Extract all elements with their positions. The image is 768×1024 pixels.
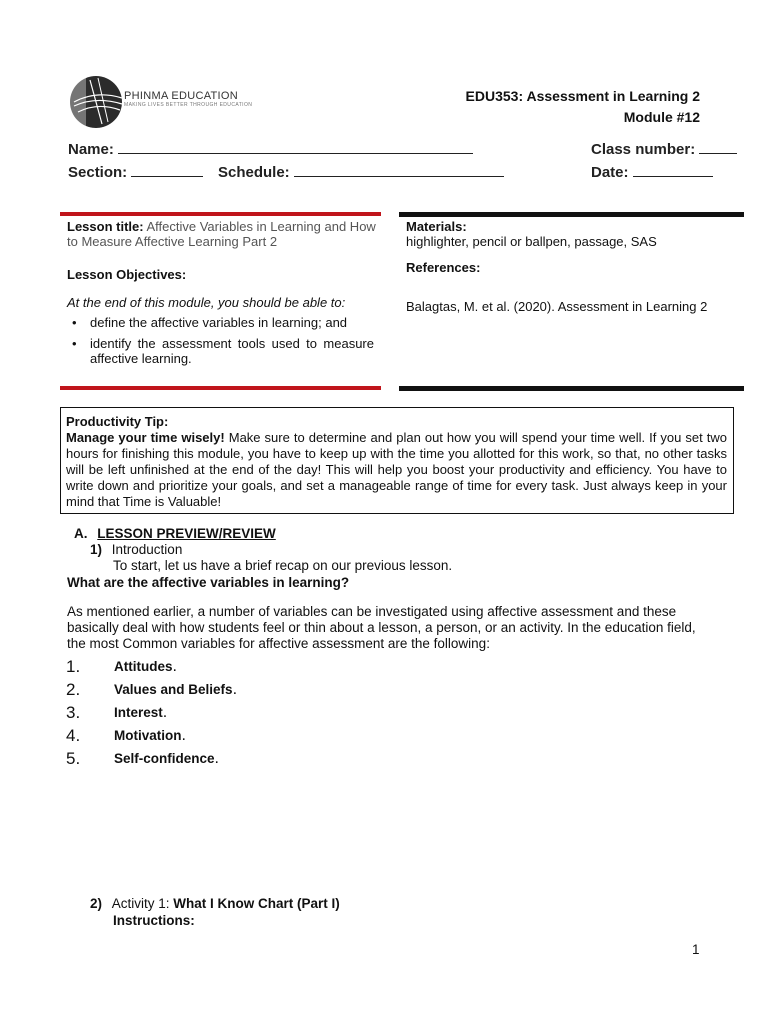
materials-heading: Materials:	[406, 219, 467, 234]
logo-text: PHINMA EDUCATION	[124, 90, 238, 102]
lesson-top-bar	[60, 212, 381, 216]
lesson-bottom-bar	[60, 386, 381, 390]
variable-name: Motivation	[114, 728, 182, 743]
class-number-line[interactable]	[699, 139, 737, 154]
list-period: .	[214, 749, 219, 767]
course-heading	[466, 86, 700, 128]
variable-name: Values and Beliefs	[114, 682, 233, 697]
course-title: EDU353: Assessment in Learning 2	[465, 88, 700, 104]
intro-paragraph: As mentioned earlier, a number of variables can be investigated using affective assessment and these basically deal with how students feel or thin about a lesson, a person, or an activity. In the education field, the most Common variables for affective assessment are the following:	[67, 604, 696, 651]
list-period: .	[172, 657, 177, 675]
date-field	[591, 162, 713, 181]
tip-title: Productivity Tip:	[66, 414, 169, 429]
question-heading: What are the affective variables in learning?	[67, 575, 350, 590]
intro-number: 1)	[90, 542, 103, 557]
intro-item	[90, 542, 182, 558]
name-field	[68, 139, 473, 158]
list-number: 1.	[66, 656, 81, 676]
date-label: Date:	[591, 164, 629, 181]
section-a-title: LESSON PREVIEW/REVIEW	[97, 526, 276, 541]
tip-lead: Manage your time wisely!	[66, 430, 225, 445]
section-a-heading	[74, 526, 276, 542]
list-number: 3.	[66, 702, 81, 722]
phinma-logo-icon	[68, 72, 128, 132]
list-item	[66, 701, 237, 724]
materials-top-bar	[399, 212, 744, 217]
objectives-heading: Lesson Objectives:	[67, 267, 187, 282]
section-label: Section:	[68, 164, 128, 181]
intro-label: Introduction	[111, 542, 183, 557]
list-item	[66, 724, 237, 747]
list-number: 4.	[66, 725, 81, 745]
name-line[interactable]	[118, 139, 473, 154]
list-number: 2.	[66, 679, 81, 699]
list-item	[66, 678, 237, 701]
class-number-label: Class number:	[591, 141, 696, 158]
variable-name: Self-confidence	[114, 751, 215, 766]
materials-bottom-bar	[399, 386, 744, 391]
tip-text: Make sure to determine and plan out how you will spend your time well. If you set two hours for finishing this module, you have to keep up with the time you allotted for this work, so that, no other tasks will be left unfinished at the end of the day! This will help you boost your productivity and efficiency. You have to write down and prioritize your goals, and set a manageable range of time for every task. Just always keep in your mind that Time is Valuable!	[66, 430, 727, 509]
lesson-title-label: Lesson title:	[67, 219, 144, 234]
intro-text: To start, let us have a brief recap on our previous lesson.	[113, 558, 453, 573]
objective-item: • identify the assessment tools used to measure affective learning.	[90, 336, 374, 366]
section-field	[68, 162, 203, 181]
list-period: .	[181, 726, 186, 744]
objectives-intro: At the end of this module, you should be able to:	[67, 295, 346, 310]
list-item	[66, 655, 237, 678]
instructions-heading: Instructions:	[113, 913, 195, 928]
schedule-line[interactable]	[294, 162, 504, 177]
activity-prefix: Activity 1:	[111, 896, 174, 911]
variable-name: Attitudes	[114, 659, 173, 674]
tip-body	[66, 430, 727, 510]
activity-item	[90, 896, 340, 912]
module-number: Module #12	[623, 109, 700, 125]
lesson-title-text: Affective Variables in Learning and How to Measure Affective Learning Part 2	[67, 219, 376, 249]
section-a-letter: A.	[74, 526, 88, 541]
date-line[interactable]	[633, 162, 713, 177]
list-period: .	[232, 680, 238, 698]
schedule-label: Schedule:	[218, 164, 290, 181]
list-period: .	[162, 703, 168, 721]
variable-name: Interest	[114, 705, 163, 720]
logo-tagline: MAKING LIVES BETTER THROUGH EDUCATION	[124, 102, 253, 108]
page-number: 1	[692, 942, 700, 957]
class-number-field	[591, 139, 737, 158]
section-line[interactable]	[131, 162, 203, 177]
objective-item: • define the affective variables in learning; and	[90, 315, 374, 330]
list-item	[66, 747, 237, 770]
references-text: Balagtas, M. et al. (2020). Assessment in Learning 2	[406, 299, 708, 314]
schedule-field	[218, 162, 504, 181]
name-label: Name:	[68, 141, 114, 158]
materials-text: highlighter, pencil or ballpen, passage, SAS	[406, 234, 657, 249]
objectives-list	[68, 315, 374, 372]
variables-list	[66, 655, 237, 770]
productivity-tip-box	[60, 407, 734, 514]
activity-number: 2)	[90, 896, 103, 911]
list-number: 5.	[66, 748, 81, 768]
activity-title: What I Know Chart (Part I)	[173, 896, 340, 911]
lesson-title	[67, 219, 377, 249]
references-heading: References:	[406, 260, 481, 275]
